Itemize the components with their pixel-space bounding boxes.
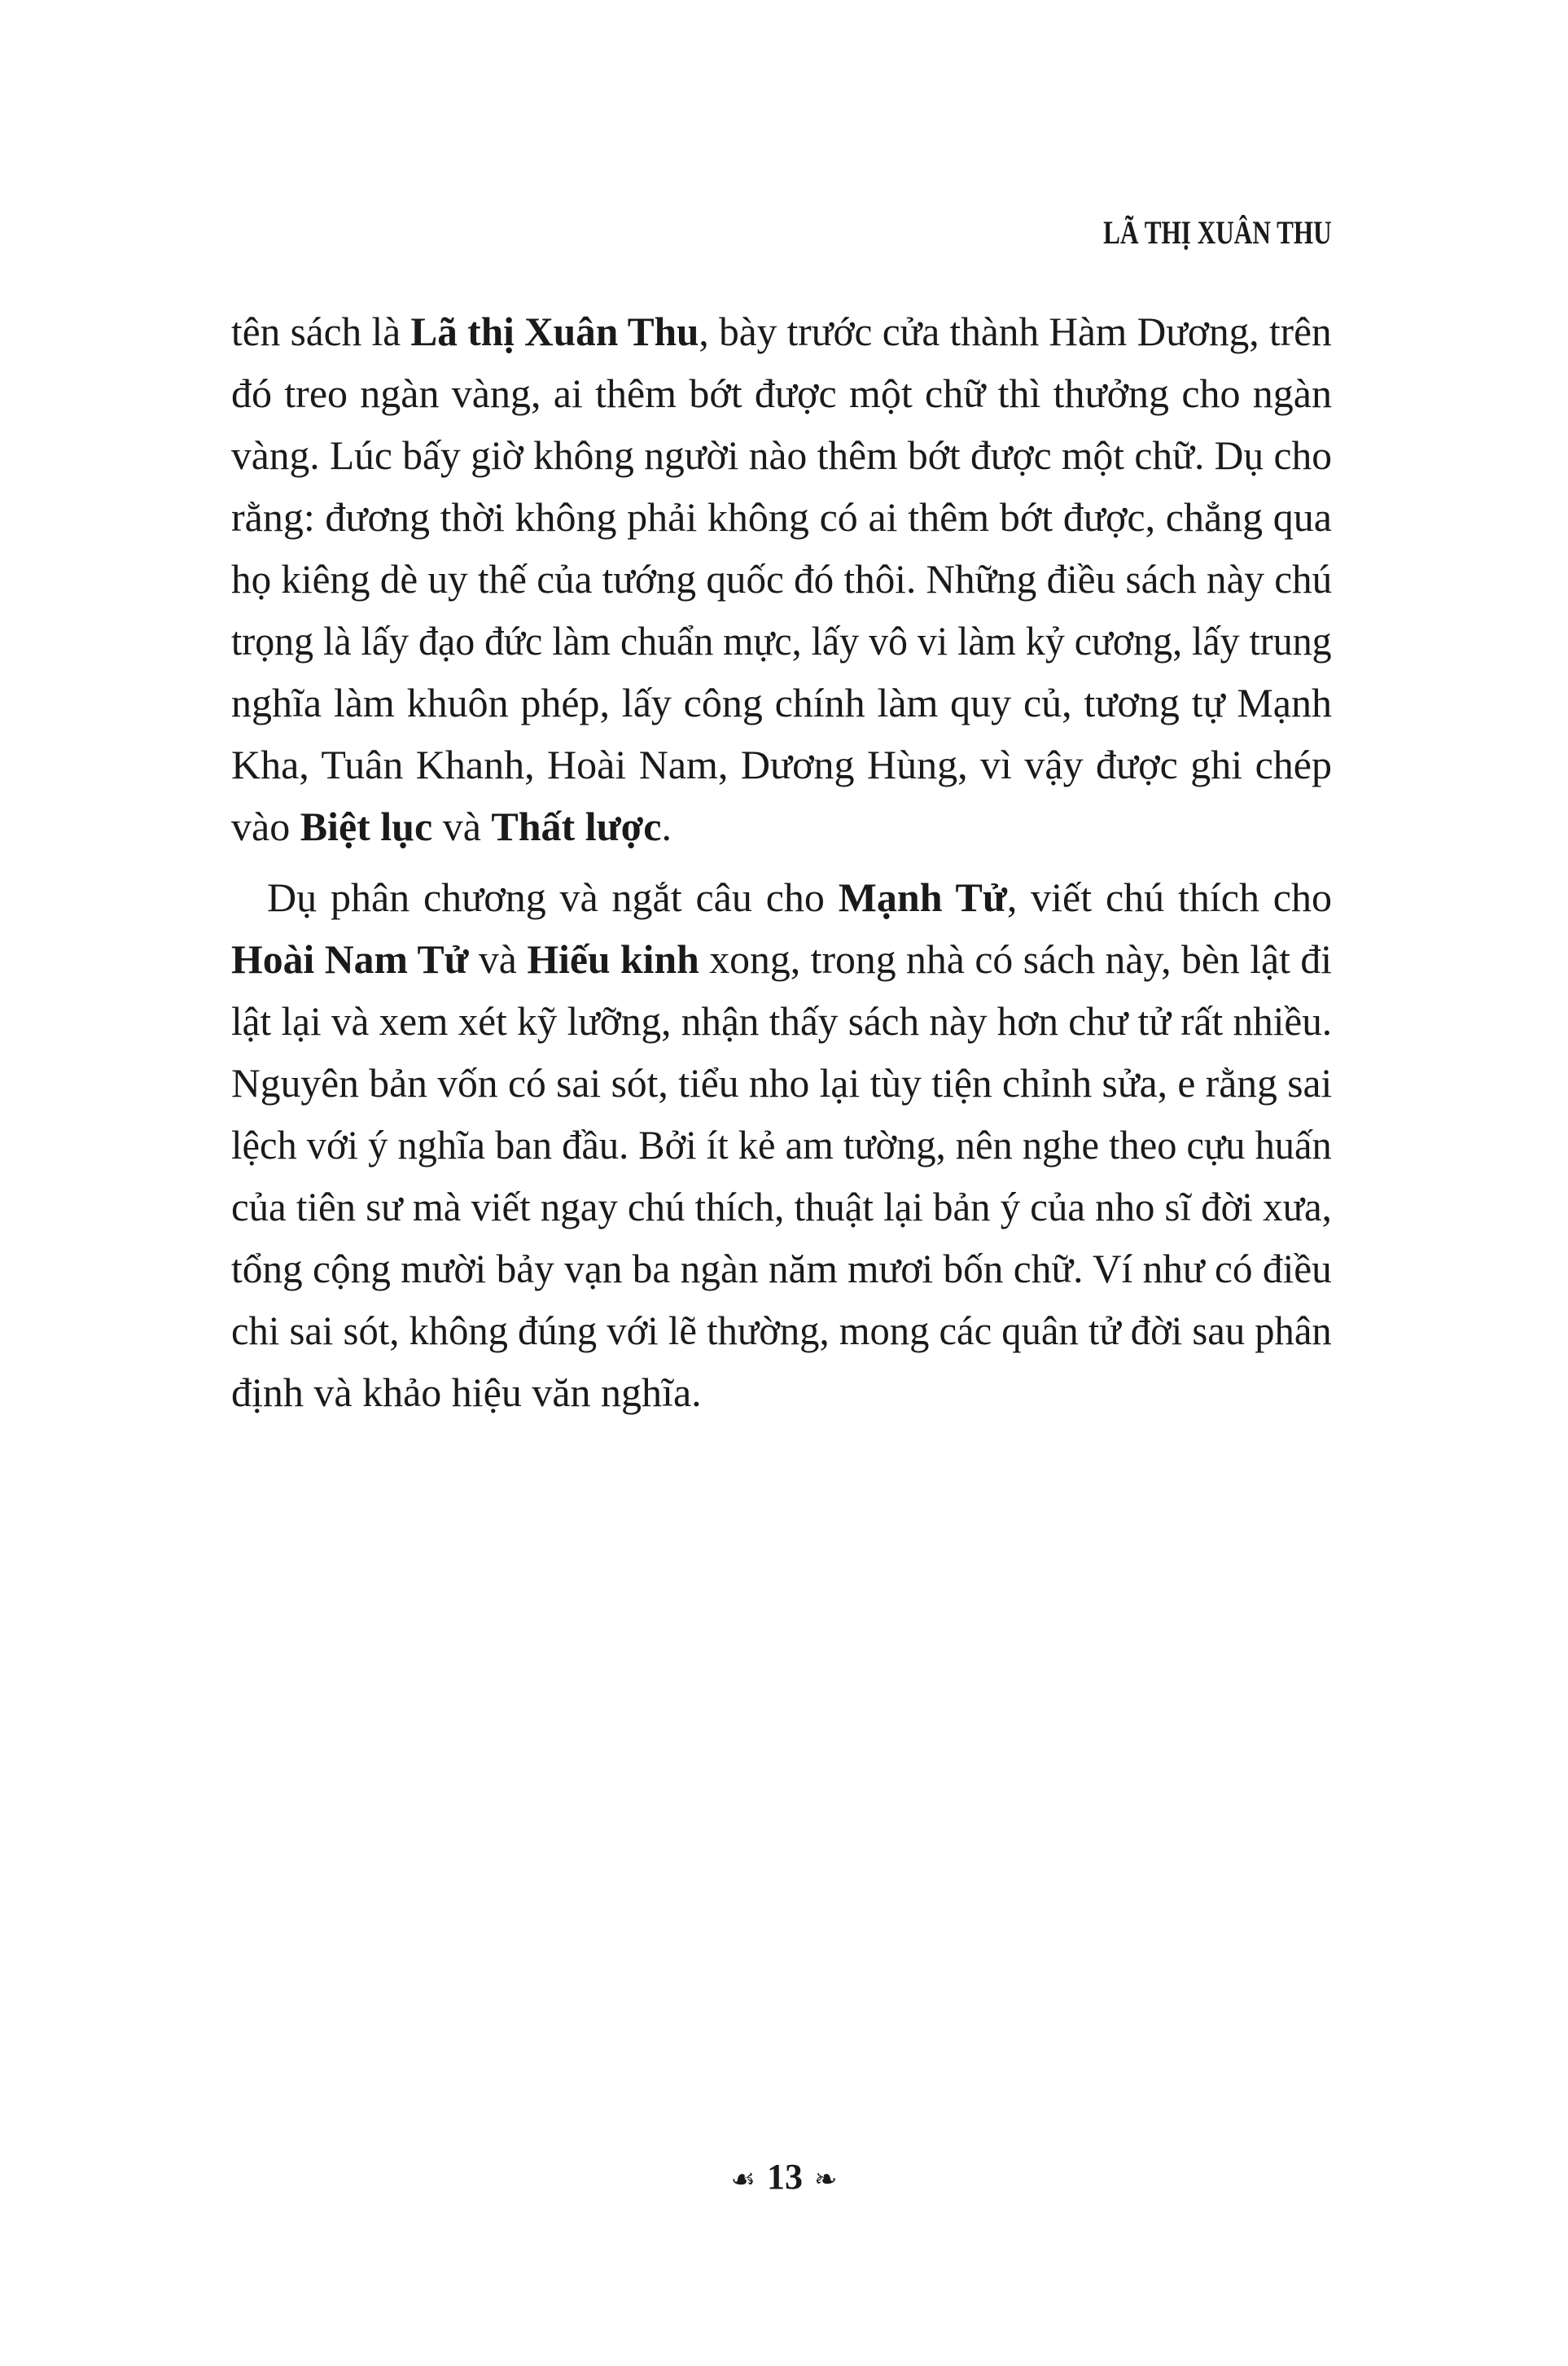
text-segment: chi sai sót, không đúng với lẽ thường, mong các quân tử đời sau phân (231, 1308, 1332, 1353)
text-segment: vào (231, 804, 300, 849)
text-line (231, 1114, 1332, 1176)
text-line (231, 362, 1332, 424)
text-segment: Dụ phân chương và ngắt câu cho (267, 874, 839, 920)
text-line (231, 1299, 1332, 1361)
text-line (231, 1052, 1333, 1114)
text-line (231, 424, 1332, 486)
text-line (231, 486, 1332, 548)
fleuron-right-icon: ❧ (813, 2165, 838, 2195)
text-segment: xong, trong nhà có sách này, bèn lật đi (699, 936, 1333, 982)
text-line (231, 734, 1332, 795)
text-segment: rằng: đương thời không phải không có ai thêm bớt được, chẳng qua (231, 494, 1332, 540)
bold-title-text: Hoài Nam Tử (231, 936, 469, 982)
text-line (231, 1361, 1332, 1423)
text-segment: lệch với ý nghĩa ban đầu. Bởi ít kẻ am tường, nên nghe theo cựu huấn (231, 1122, 1332, 1168)
text-segment: , viết chú thích cho (1006, 874, 1332, 920)
text-segment: Kha, Tuân Khanh, Hoài Nam, Dương Hùng, vì vậy được ghi chép (231, 742, 1332, 787)
text-segment: . (661, 804, 672, 849)
text-line (231, 1238, 1332, 1299)
text-line (231, 548, 1333, 610)
text-segment: lật lại và xem xét kỹ lưỡng, nhận thấy sách này hơn chư tử rất nhiều. (231, 998, 1333, 1044)
text-line (231, 866, 1332, 928)
running-header-title: LÃ THỊ XUÂN THU (1103, 214, 1332, 251)
bold-title-text: Biệt lục (300, 804, 433, 849)
paragraph-1 (231, 300, 1332, 857)
bold-title-text: Lã thị Xuân Thu (410, 309, 699, 354)
text-segment: và (468, 936, 528, 982)
bold-title-text: Hiếu kinh (527, 936, 699, 982)
text-segment: , bày trước cửa thành Hàm Dương, trên (699, 309, 1332, 354)
bold-title-text: Thất lược (491, 804, 662, 849)
text-segment: vàng. Lúc bấy giờ không người nào thêm bớt được một chữ. Dụ cho (231, 432, 1332, 478)
text-line (231, 795, 1332, 857)
text-line (231, 928, 1333, 990)
text-segment: nghĩa làm khuôn phép, lấy công chính làm quy củ, tương tự Mạnh (231, 680, 1332, 725)
text-line (231, 300, 1332, 362)
page-footer (0, 2156, 1568, 2197)
text-segment: trọng là lấy đạo đức làm chuẩn mực, lấy vô vi làm kỷ cương, lấy trung (231, 618, 1332, 664)
fleuron-left-icon: ☙ (730, 2165, 756, 2195)
page-number: 13 (766, 2157, 803, 2197)
text-segment: họ kiêng dè uy thế của tướng quốc đó thôi. Những điều sách này chú (231, 556, 1333, 602)
text-line (231, 610, 1332, 672)
paragraph-2 (231, 866, 1332, 1423)
text-segment: đó treo ngàn vàng, ai thêm bớt được một chữ thì thưởng cho ngàn (231, 370, 1332, 416)
text-segment: tên sách là (231, 309, 411, 354)
text-line (231, 672, 1332, 734)
text-segment: Nguyên bản vốn có sai sót, tiểu nho lại tùy tiện chỉnh sửa, e rằng sai (231, 1060, 1333, 1106)
text-segment: định và khảo hiệu văn nghĩa. (231, 1369, 702, 1415)
text-segment: và (432, 804, 492, 849)
text-line (231, 990, 1333, 1052)
bold-title-text: Mạnh Tử (838, 874, 1007, 920)
text-segment: tổng cộng mười bảy vạn ba ngàn năm mươi bốn chữ. Ví như có điều (231, 1246, 1332, 1291)
text-line (231, 1176, 1332, 1238)
text-segment: của tiên sư mà viết ngay chú thích, thuật lại bản ý của nho sĩ đời xưa, (231, 1184, 1332, 1229)
